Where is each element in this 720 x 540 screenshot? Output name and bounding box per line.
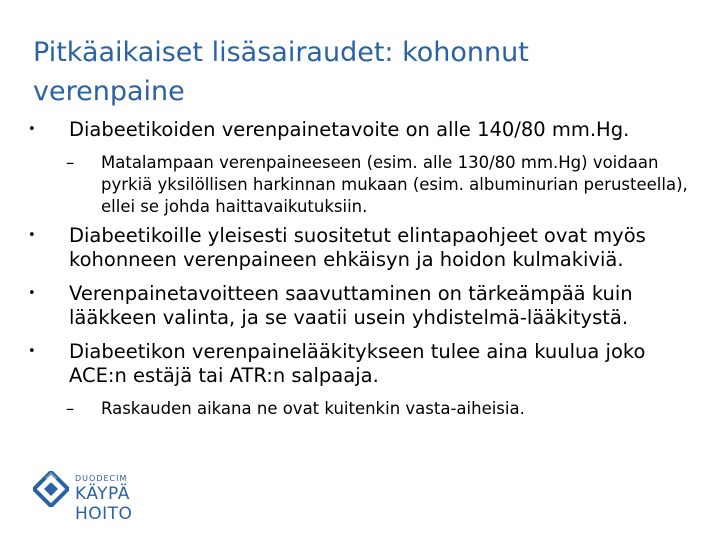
bullet-text: Diabeetikoiden verenpainetavoite on alle 140/80 mm.Hg. xyxy=(69,118,630,141)
slide-body xyxy=(24,118,694,426)
bullet-item xyxy=(24,118,694,142)
sub-bullet-item xyxy=(24,152,694,218)
bullet-marker: • xyxy=(28,228,36,243)
logo-duodecim-text: DUODECIM xyxy=(75,474,128,483)
diamond-logo-icon xyxy=(33,471,69,507)
bullet-item xyxy=(24,340,694,388)
bullet-marker: • xyxy=(28,286,36,301)
bullet-text: Diabeetikoille yleisesti suositetut elintapaohjeet ovat myös kohonneen verenpaineen ehkäisyn ja hoidon kulmakiviä. xyxy=(69,224,646,271)
sub-bullet-text: Raskauden aikana ne ovat kuitenkin vasta-aiheisia. xyxy=(101,399,525,418)
sub-bullet-text: Matalampaan verenpaineeseen (esim. alle 130/80 mm.Hg) voidaan pyrkiä yksilöllisen harkinnan mukaan (esim. albuminurian perusteella), ellei se johda haittavaikutuksiin. xyxy=(101,153,688,216)
kaypa-hoito-logo xyxy=(33,466,183,524)
logo-kaypa-hoito-text: KÄYPÄ HOITO xyxy=(75,484,133,524)
sub-bullet-item xyxy=(24,398,694,420)
bullet-item xyxy=(24,224,694,272)
slide-title: Pitkäaikaiset lisäsairaudet: kohonnut verenpaine xyxy=(33,37,529,107)
bullet-marker: • xyxy=(28,122,36,137)
bullet-text: Diabeetikon verenpainelääkitykseen tulee aina kuulua joko ACE:n estäjä tai ATR:n salpaaja. xyxy=(69,340,646,387)
dash-marker: – xyxy=(66,153,75,172)
dash-marker: – xyxy=(66,399,75,418)
bullet-item xyxy=(24,282,694,330)
bullet-marker: • xyxy=(28,344,36,359)
bullet-text: Verenpainetavoitteen saavuttaminen on tärkeämpää kuin lääkkeen valinta, ja se vaatii usein yhdistelmä-lääkitystä. xyxy=(69,282,633,329)
